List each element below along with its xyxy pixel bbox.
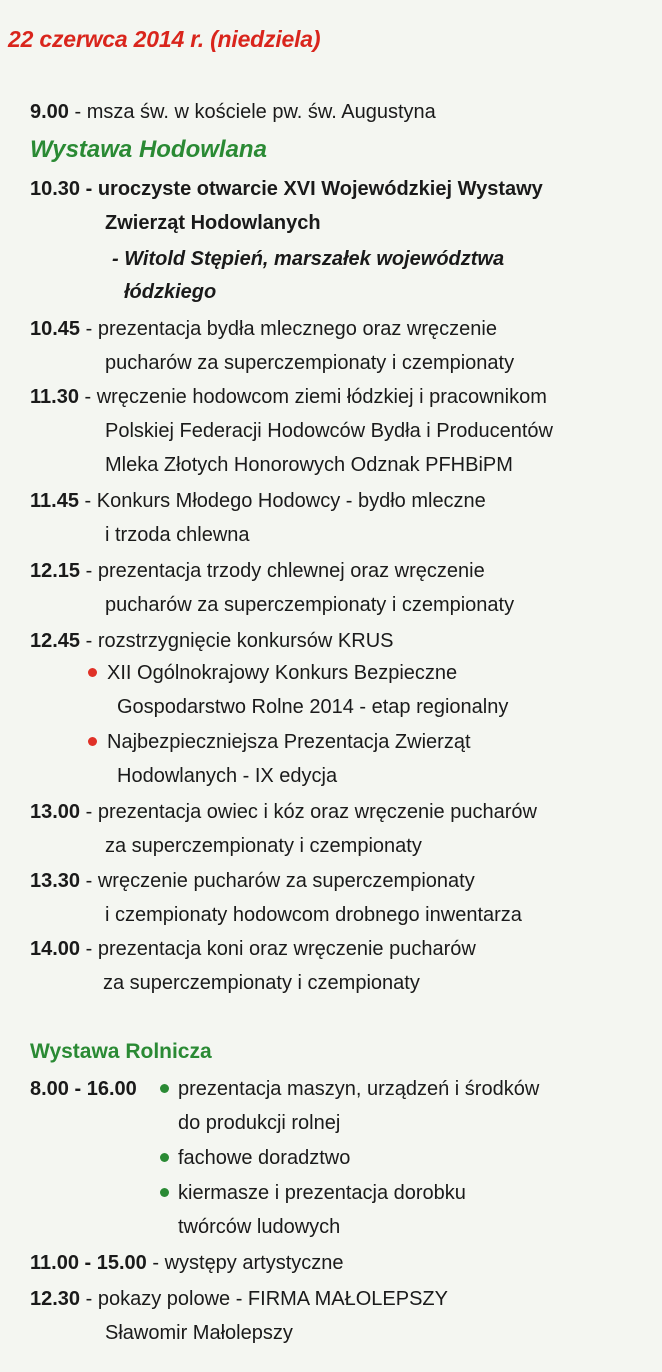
item-line: prezentacja bydła mlecznego oraz wręczenie [97,318,497,340]
item-line: Sławomir Małolepszy [105,1322,293,1344]
bullet-dot-icon [160,1084,169,1093]
item-time: 10.45 [30,318,81,340]
item-line: Konkurs Młodego Hodowcy - bydło mleczne [96,490,486,512]
item-line: za superczempionaty i czempionaty [103,972,420,994]
item-line: i czempionaty hodowcom drobnego inwentarza [105,904,522,926]
item-line: Zwierząt Hodowlanych [105,212,321,234]
item-time: 12.45 [30,630,81,652]
speaker-line: - Witold Stępień, marszałek województwa [112,248,505,270]
item-time: 9.00 [30,101,69,123]
item-line: rozstrzygnięcie konkursów KRUS [97,630,394,652]
bullet-dot-icon [160,1153,169,1162]
bullet-dot-icon [160,1188,169,1197]
schedule-item [30,1072,137,1106]
schedule-item: 10.45 - prezentacja bydła mlecznego oraz wręczenie [30,318,497,340]
item-time: 13.00 [30,801,81,823]
schedule-item: 12.30 - pokazy polowe - FIRMA MAŁOLEPSZY [30,1288,448,1310]
item-line: prezentacja koni oraz wręczenie pucharów [97,938,476,960]
bullet-dot-icon [88,668,97,677]
date-heading: 22 czerwca 2014 r. (niedziela) [8,26,321,52]
schedule-item: 13.30 - wręczenie pucharów za superczempionaty [30,870,475,892]
bullet-line: XII Ogólnokrajowy Konkurs Bezpieczne [107,662,458,684]
schedule-item: 13.00 - prezentacja owiec i kóz oraz wręczenie pucharów [30,801,537,823]
bullet-line: Gospodarstwo Rolne 2014 - etap regionalny [117,696,509,718]
schedule-item: 11.30 - wręczenie hodowcom ziemi łódzkiej i pracownikom [30,386,547,408]
item-time: 12.30 [30,1288,81,1310]
item-time: 12.15 [30,560,81,582]
item-line: występy artystyczne [164,1252,344,1274]
item-line: pokazy polowe - FIRMA MAŁOLEPSZY [97,1288,448,1310]
schedule-item: 12.45 - rozstrzygnięcie konkursów KRUS [30,630,394,652]
item-time: 11.00 - 15.00 [30,1252,147,1274]
item-time: 11.30 [30,386,79,408]
speaker-line: łódzkiego [124,281,217,303]
item-line: wręczenie pucharów za superczempionaty [97,870,475,892]
item-line: prezentacja trzody chlewnej oraz wręczenie [97,560,485,582]
item-time: 10.30 [30,178,81,200]
section-title-agri: Wystawa Rolnicza [30,1040,212,1063]
schedule-item: 14.00 - prezentacja koni oraz wręczenie pucharów [30,938,476,960]
item-time: 8.00 - 16.00 [30,1078,137,1100]
item-time: 14.00 [30,938,81,960]
item-line: Mleka Złotych Honorowych Odznak PFHBiPM [105,454,513,476]
item-line: uroczyste otwarcie XVI Wojewódzkiej Wystawy [97,178,543,200]
item-line: pucharów za superczempionaty i czempionaty [105,594,515,616]
schedule-item: 10.30 - uroczyste otwarcie XVI Wojewódzkiej Wystawy [30,178,543,200]
item-dash: - [74,101,87,123]
schedule-item: 12.15 - prezentacja trzody chlewnej oraz wręczenie [30,560,485,582]
schedule-item-mass [30,95,436,129]
bullet-line: Najbezpieczniejsza Prezentacja Zwierząt [107,731,471,753]
bullet-line: kiermasze i prezentacja dorobku [178,1182,466,1204]
section-title-breeding: Wystawa Hodowlana [30,136,267,163]
item-line: i trzoda chlewna [105,524,250,546]
bullet-dot-icon [88,737,97,746]
bullet-line: prezentacja maszyn, urządzeń i środków [178,1078,540,1100]
item-line: prezentacja owiec i kóz oraz wręczenie pucharów [97,801,537,823]
item-line: pucharów za superczempionaty i czempionaty [105,352,515,374]
item-line: wręczenie hodowcom ziemi łódzkiej i pracownikom [96,386,547,408]
item-line: Polskiej Federacji Hodowców Bydła i Producentów [105,420,553,442]
item-time: 11.45 [30,490,79,512]
bullet-line: Hodowlanych - IX edycja [117,765,338,787]
item-line: za superczempionaty i czempionaty [105,835,422,857]
bullet-line: twórców ludowych [178,1216,341,1238]
schedule-item: 11.45 - Konkurs Młodego Hodowcy - bydło mleczne [30,490,486,512]
bullet-line: fachowe doradztwo [178,1147,351,1169]
item-text: msza św. w kościele pw. św. Augustyna [86,101,436,123]
item-time: 13.30 [30,870,81,892]
bullet-line: do produkcji rolnej [178,1112,341,1134]
schedule-item: 11.00 - 15.00 - występy artystyczne [30,1252,344,1274]
